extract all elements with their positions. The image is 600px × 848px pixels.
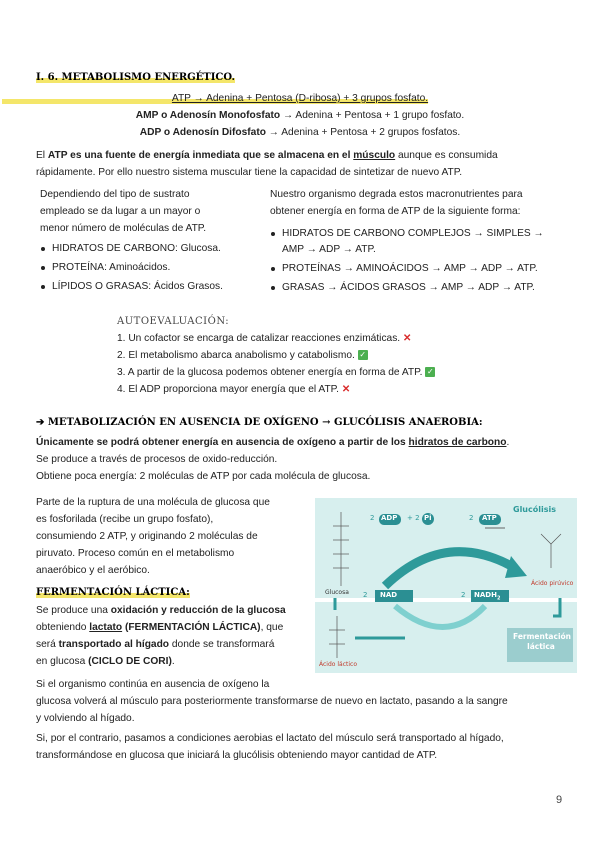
glycolysis-diagram <box>315 498 577 673</box>
list-item: HIDRATOS DE CARBONO: Glucosa. <box>40 241 260 257</box>
question-2: 2. El metabolismo abarca anabolismo y catabolismo. ✓ <box>117 350 367 361</box>
closing-paragraph: Si el organismo continúa en ausencia de oxígeno la glucosa volverá al músculo para posteriormente transformarse de nuevo en lactato, pasando a la sangre y volviendo al hígado. Si, por el contrario, pasamos a condiciones aerobias el lactato del músculo será transportado al hígado, transformándose en glucosa que iniciará la glucólisis obteniendo mayor cantidad de ATP. <box>36 679 508 761</box>
list-item: PROTEÍNAS → AMINOÁCIDOS → AMP → ADP → ATP. <box>270 261 570 277</box>
check-icon: ✓ <box>426 367 434 377</box>
self-assessment-title: AUTOEVALUACIÓN: <box>117 316 230 327</box>
substrate-list <box>40 241 260 295</box>
substrate-column: Dependiendo del tipo de sustrato empleado se da lugar a un mayor o menor número de moléculas de ATP. HIDRATOS DE CARBONO: Glucosa. PROTEÍNA: Aminoácidos. LÍPIDOS O GRASAS: Ácidos Grasos. <box>40 186 260 298</box>
nad-label: NAD <box>380 591 398 599</box>
adp-label: ADP <box>381 514 398 522</box>
degradation-list <box>270 226 570 296</box>
nadh-label: $NADH_2$ <box>474 591 501 602</box>
rupture-paragraph: Parte de la ruptura de una molécula de glucosa que es fosforilada (recibe un grupo fosfato), consumiendo 2 ATP, y originando 2 moléculas de piruvato. Proceso común en el metabolismo anaeróbico y el aeróbico. <box>36 497 270 576</box>
nadh-count: 2 <box>461 591 466 599</box>
check-icon: ✓ <box>359 350 367 360</box>
lactic-label: Ácido láctico <box>319 661 357 668</box>
list-item: GRASAS → ÁCIDOS GRASOS → AMP → ADP → ATP. <box>270 280 570 296</box>
definitions <box>0 90 600 141</box>
self-assessment <box>117 313 517 398</box>
question-3: 3. A partir de la glucosa podemos obtener energía en forma de ATP. ✓ <box>117 367 434 378</box>
adp-count: 2 <box>370 514 375 522</box>
atp-intro: El ATP es una fuente de energía inmediata que se almacena en el músculo aunque es consumida rápidamente. Por ello nuestro sistema muscular tiene la capacidad de sintetizar de nuevo ATP. <box>36 150 498 178</box>
section-title: I. 6. METABOLISMO ENERGÉTICO. <box>36 72 235 83</box>
fermentation-paragraph: Se produce una oxidación y reducción de la glucosa obteniendo lactato (FERMENTACIÓN LÁCTICA), que será transportado al hígado donde se transformará en glucosa (CICLO DE CORI). <box>36 605 286 667</box>
degradation-column: Nuestro organismo degrada estos macronutrientes para obtener energía en forma de ATP de la siguiente forma: HIDRATOS DE CARBONO COMPLEJOS → SIMPLES → AMP → ADP → ATP. PROTEÍNAS → AMINOÁCIDOS → AMP → ADP → ATP. GRASAS → ÁCIDOS GRASOS → AMP → ADP → ATP. <box>270 186 570 299</box>
cross-icon: ✕ <box>402 333 412 344</box>
glucose-label: Glucosa <box>325 589 349 596</box>
question-1: 1. Un cofactor se encarga de catalizar reacciones enzimáticas. ✕ <box>117 333 412 344</box>
amp-definition: AMP o Adenosín Monofosfato → Adenina + Pentosa + 1 grupo fosfato. <box>135 110 465 121</box>
pyruvate-label: Ácido pirúvico <box>531 580 574 587</box>
atp-label: ATP <box>482 514 497 522</box>
pi-label: Pi <box>424 514 432 522</box>
list-item: HIDRATOS DE CARBONO COMPLEJOS → SIMPLES → AMP → ADP → ATP. <box>270 226 570 258</box>
adp-definition: ADP o Adenosín Difosfato → Adenina + Pentosa + 2 grupos fosfatos. <box>139 127 461 138</box>
atp-definition: ATP → Adenina + Pentosa (D-ribosa) + 3 grupos fosfato. <box>0 90 600 107</box>
glycolysis-intro: Únicamente se podrá obtener energía en ausencia de oxígeno a partir de los hidratos de carbono. Se produce a través de procesos de oxido-reducción. Obtiene poca energía: 2 moléculas de ATP por cada molécula de glucosa. <box>36 437 510 482</box>
fermentation-heading: FERMENTACIÓN LÁCTICA: <box>36 587 190 598</box>
list-item: PROTEÍNA: Aminoácidos. <box>40 260 260 276</box>
page-number: 9 <box>556 794 563 806</box>
pi-count: + 2 <box>407 514 420 522</box>
atp-count: 2 <box>469 514 474 522</box>
glycolysis-heading: ➔ METABOLIZACIÓN EN AUSENCIA DE OXÍGENO → GLUCÓLISIS ANAEROBIA: <box>36 417 483 428</box>
glycolysis-label: Glucólisis <box>513 505 556 514</box>
list-item: LÍPIDOS O GRASAS: Ácidos Grasos. <box>40 279 260 295</box>
fermentation-label: Fermentación láctica <box>513 632 572 651</box>
nad-count: 2 <box>363 591 368 599</box>
cross-icon: ✕ <box>341 384 351 395</box>
question-4: 4. El ADP proporciona mayor energía que el ATP. ✕ <box>117 384 351 395</box>
